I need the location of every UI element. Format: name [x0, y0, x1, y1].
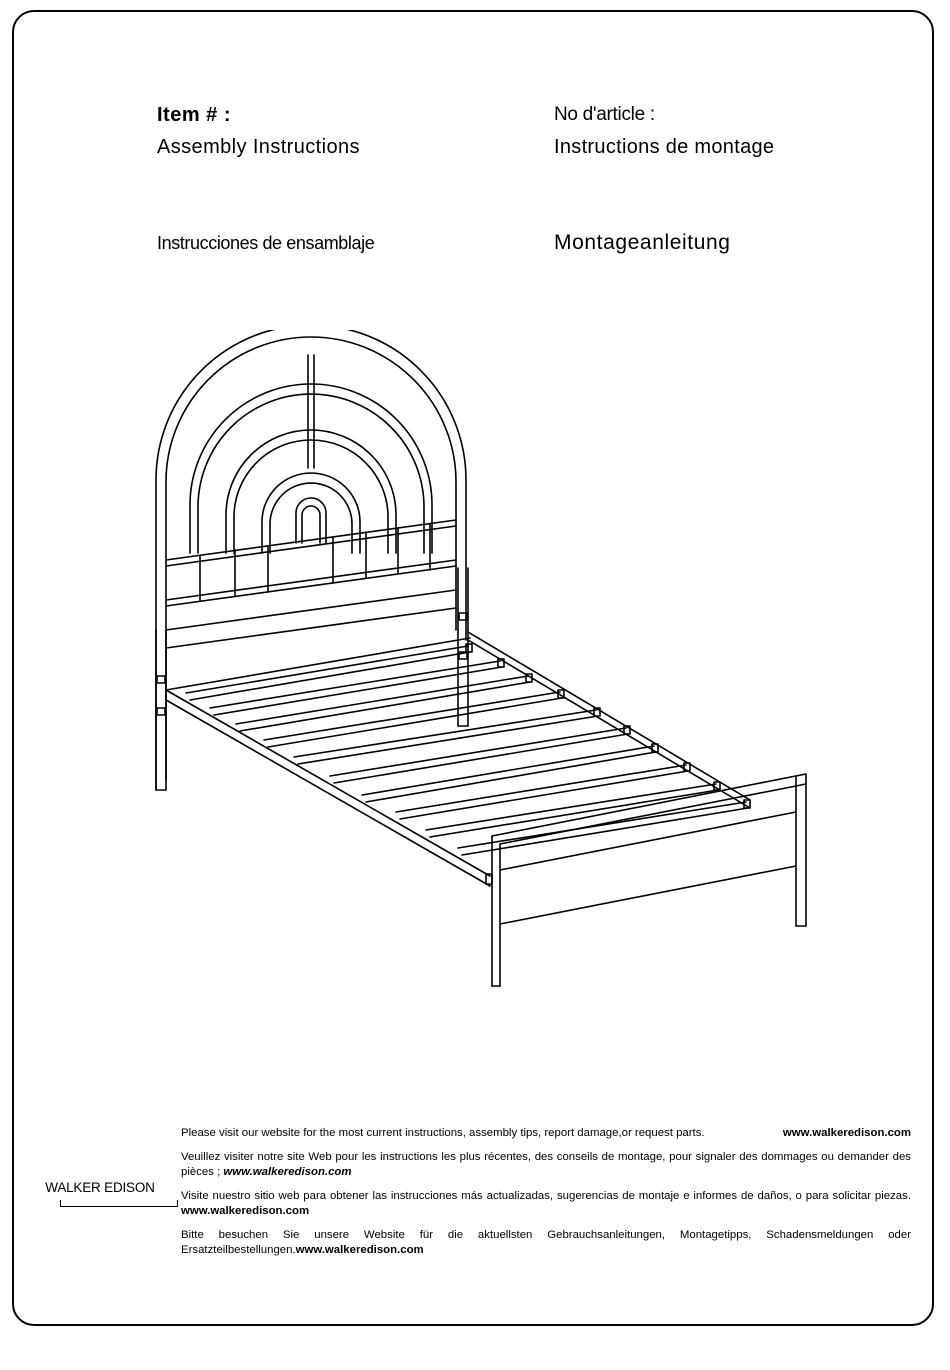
footer-note-en [181, 1126, 911, 1142]
footer-note-es [181, 1189, 911, 1220]
footer-url-fr[interactable]: www.walkeredison.com [223, 1166, 352, 1178]
footer-notes [181, 1126, 911, 1267]
footer-note-fr-text: Veuillez visiter notre site Web pour les instructions les plus récentes, des conseils de montage, pour signaler des dommages ou demander des pièces ; [181, 1150, 911, 1178]
footer-url-en[interactable]: www.walkeredison.com [782, 1127, 911, 1139]
footer-note-en-text: Please visit our website for the most current instructions, assembly tips, report damage,or request parts. [181, 1127, 705, 1139]
instructions-title-de: Montageanleitung [554, 231, 731, 254]
footer-url-es[interactable]: www.walkeredison.com [181, 1205, 310, 1217]
footer-note-es-text: Visite nuestro sitio web para obtener las instrucciones más actualizadas, sugerencias de montaje e informes de daños, o para solicitar piezas. [181, 1189, 911, 1202]
logo-underline-bracket [60, 1200, 178, 1207]
footer-note-de [181, 1228, 911, 1259]
instructions-title-es: Instrucciones de ensamblaje [157, 233, 375, 253]
logo-text: WALKER EDISON [45, 1180, 155, 1195]
footer-note-de-text: Bitte besuchen Sie unsere Website für die aktuellsten Gebrauchsanleitungen, Montagetipps, Schadensmeldungen oder Ersatzteilbestellungen. [181, 1228, 911, 1256]
instructions-title-fr: Instructions de montage [554, 136, 775, 158]
footer-url-de[interactable]: www.walkeredison.com [295, 1244, 424, 1256]
item-number-label: Item # : [157, 104, 232, 126]
article-number-label: No d'article : [554, 104, 655, 125]
footer-note-fr [181, 1150, 911, 1181]
walker-edison-logo [40, 1178, 160, 1204]
assembly-instructions-title: Assembly Instructions [157, 136, 360, 158]
bed-frame-illustration [140, 330, 820, 1000]
